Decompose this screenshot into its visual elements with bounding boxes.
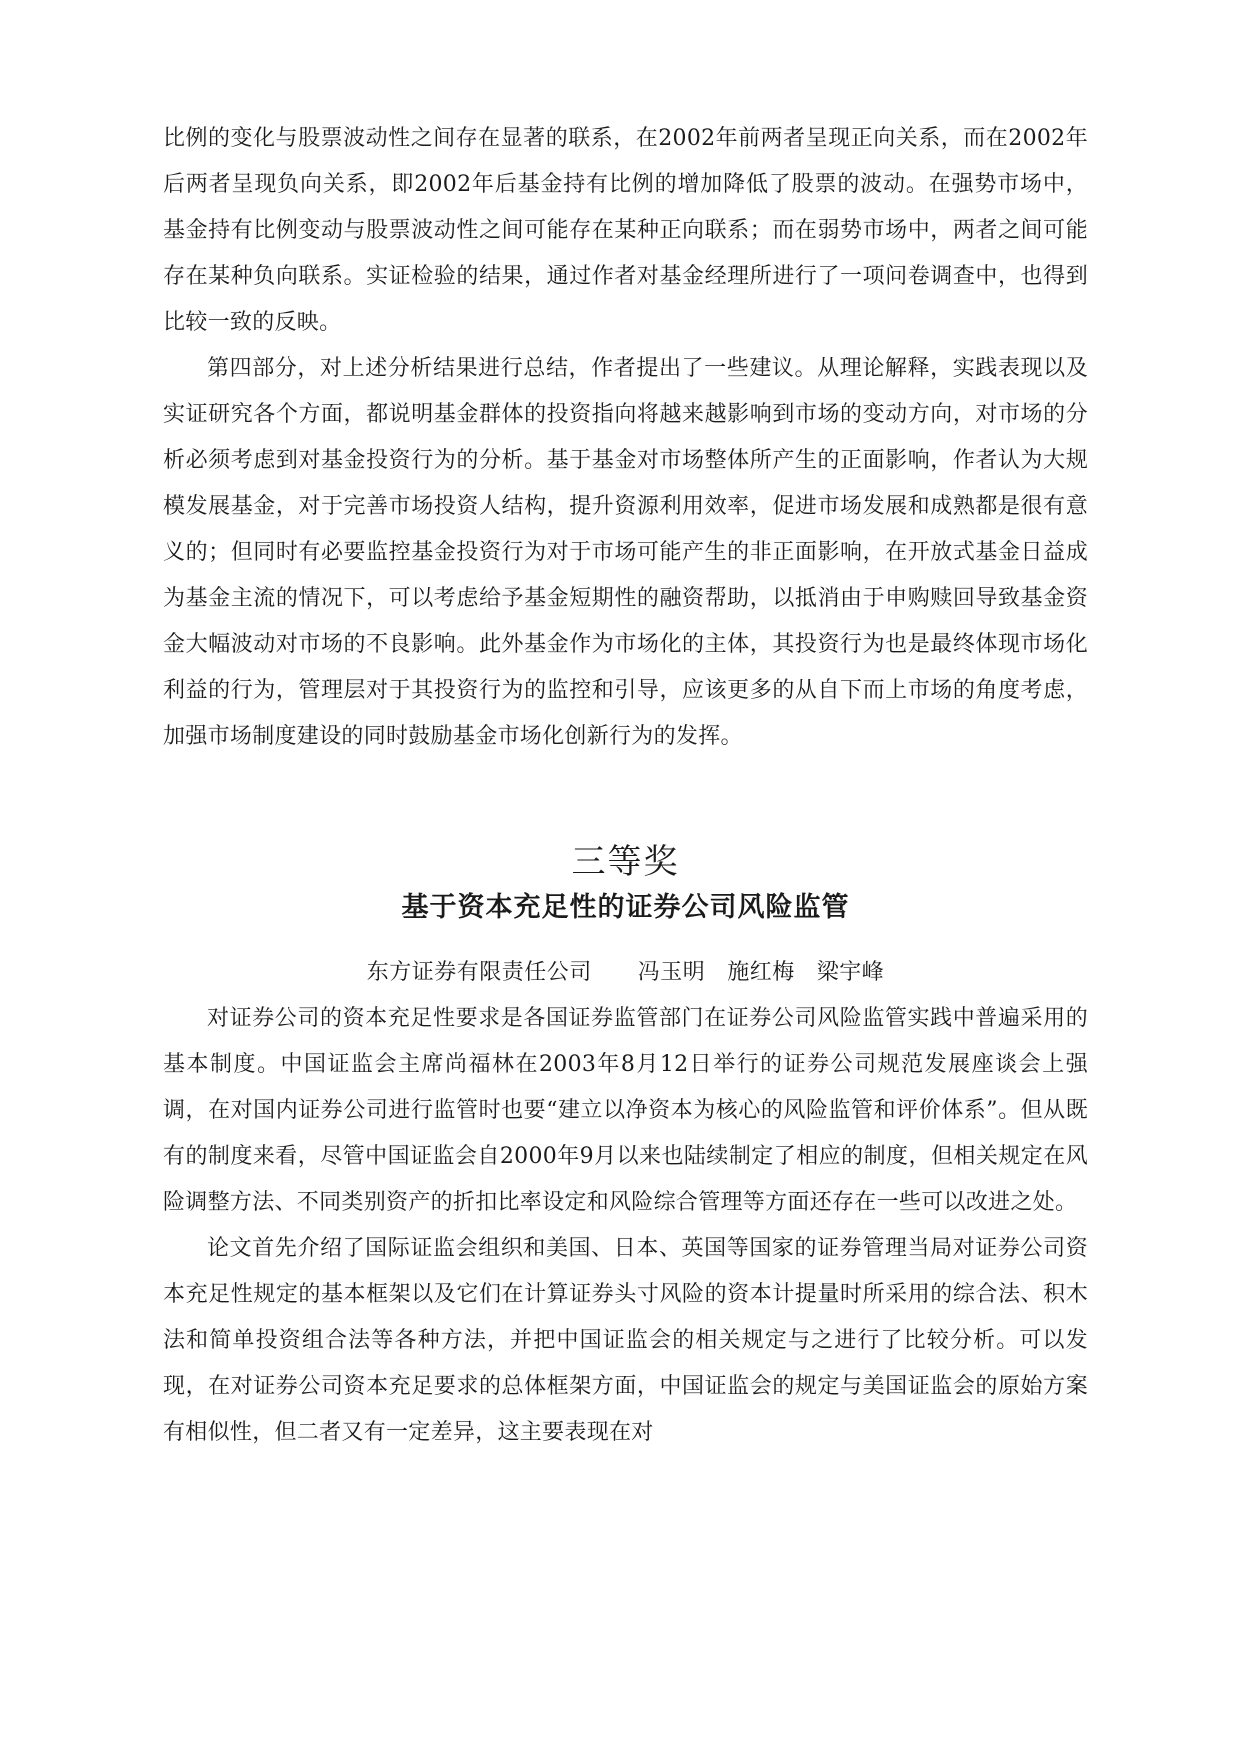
body-paragraph: 第四部分，对上述分析结果进行总结，作者提出了一些建议。从理论解释，实践表现以及实证研究各个方面，都说明基金群体的投资指向将越来越影响到市场的变动方向，对市场的分析必须考虑到对基金投资行为的分析。基于基金对市场整体所产生的正面影响，作者认为大规模发展基金，对于完善市场投资人结构，提升资源利用效率，促进市场发展和成熟都是很有意义的；但同时有必要监控基金投资行为对于市场可能产生的非正面影响，在开放式基金日益成为基金主流的情况下，可以考虑给予基金短期性的融资帮助，以抵消由于申购赎回导致基金资金大幅波动对市场的不良影响。此外基金作为市场化的主体，其投资行为也是最终体现市场化利益的行为，管理层对于其投资行为的监控和引导，应该更多的从自下而上市场的角度考虑，加强市场制度建设的同时鼓励基金市场化创新行为的发挥。	[163, 356, 1088, 749]
body-paragraph: 对证券公司的资本充足性要求是各国证券监管部门在证券公司风险监管实践中普遍采用的基本制度。中国证监会主席尚福林在2003年8月12日举行的证券公司规范发展座谈会上强调，在对国内证券公司进行监管时也要“建立以净资本为核心的风险监管和评价体系”。但从既有的制度来看，尽管中国证监会自2000年9月以来也陆续制定了相应的制度，但相关规定在风险调整方法、不同类别资产的折扣比率设定和风险综合管理等方面还存在一些可以改进之处。	[163, 1006, 1088, 1215]
author-organization: 东方证券有限责任公司	[366, 960, 592, 985]
author-name: 梁宇峰	[816, 960, 885, 985]
author-name: 施红梅	[727, 960, 795, 985]
author-line	[163, 950, 1088, 996]
award-heading: 三等奖	[571, 842, 680, 882]
paper-title: 基于资本充足性的证券公司风险监管	[401, 892, 850, 923]
page-content	[163, 116, 1088, 1456]
body-paragraph: 论文首先介绍了国际证监会组织和美国、日本、英国等国家的证券管理当局对证券公司资本充足性规定的基本框架以及它们在计算证券头寸风险的资本计提量时所采用的综合法、积木法和简单投资组合法等各种方法，并把中国证监会的相关规定与之进行了比较分析。可以发现，在对证券公司资本充足要求的总体框架方面，中国证监会的规定与美国证监会的原始方案有相似性，但二者又有一定差异，这主要表现在对	[163, 1236, 1088, 1445]
body-paragraph: 比例的变化与股票波动性之间存在显著的联系，在2002年前两者呈现正向关系，而在2002年后两者呈现负向关系，即2002年后基金持有比例的增加降低了股票的波动。在强势市场中，基金持有比例变动与股票波动性之间可能存在某种正向联系；而在弱势市场中，两者之间可能存在某种负向联系。实证检验的结果，通过作者对基金经理所进行了一项问卷调查中，也得到比较一致的反映。	[163, 126, 1088, 335]
author-name: 冯玉明	[637, 960, 706, 985]
